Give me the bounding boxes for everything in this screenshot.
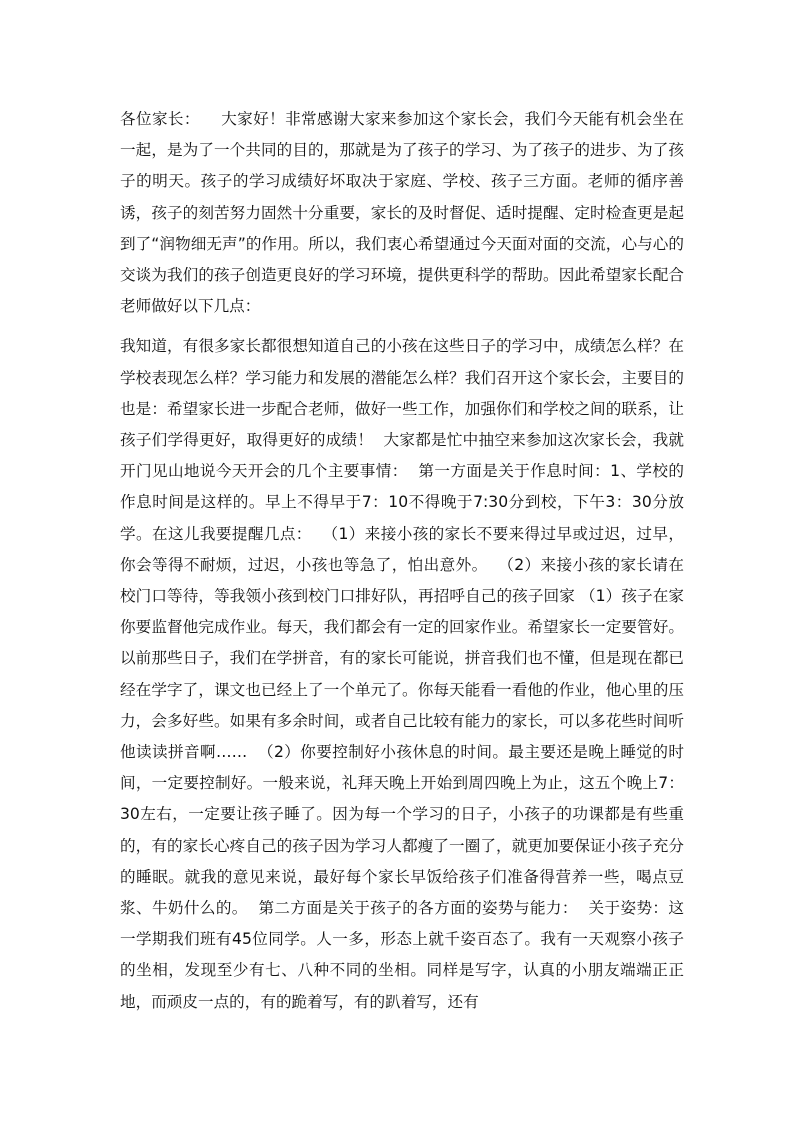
- document-body: [120, 104, 684, 1018]
- paragraph-opening: 各位家长： 大家好！非常感谢大家来参加这个家长会，我们今天能有机会坐在一起，是为了一个共同的目的，那就是为了孩子的学习、为了孩子的进步、为了孩子的明天。孩子的学习成绩好坏取决于家庭、学校、孩子三方面。老师的循序善诱，孩子的刻苦努力固然十分重要，家长的及时督促、适时提醒、定时检查更是起到了“润物细无声”的作用。所以，我们衷心希望通过今天面对面的交流，心与心的交谈为我们的孩子创造更良好的学习环境，提供更科学的帮助。因此希望家长配合老师做好以下几点：: [120, 110, 684, 316]
- paragraph-main: 我知道，有很多家长都很想知道自己的小孩在这些日子的学习中，成绩怎么样？在学校表现怎么样？学习能力和发展的潜能怎么样？我们召开这个家长会，主要目的也是：希望家长进一步配合老师，做好一些工作，加强你们和学校之间的联系，让孩子们学得更好，取得更好的成绩！ 大家都是忙中抽空来参加这次家长会，我就开门见山地说今天开会的几个主要事情： 第一方面是关于作息时间：1、学校的作息时间是这样的。早上不得早于7：10不得晚于7:30分到校，下午3：30分放学。在这儿我要提醒几点： （1）来接小孩的家长不要来得过早或过迟，过早，你会等得不耐烦，过迟，小孩也等急了，怕出意外。 （2）来接小孩的家长请在校门口等待，等我领小孩到校门口排好队，再招呼自己的孩子回家 （1）孩子在家你要监督他完成作业。每天，我们都会有一定的回家作业。希望家长一定要管好。以前那些日子，我们在学拼音，有的家长可能说，拼音我们也不懂，但是现在都已经在学字了，课文也已经上了一个单元了。你每天能看一看他的作业，他心里的压力，会多好些。如果有多余时间，或者自己比较有能力的家长，可以多花些时间听他读读拼音啊…… （2）你要控制好小孩休息的时间。最主要还是晚上睡觉的时间，一定要控制好。一般来说，礼拜天晚上开始到周四晚上为止，这五个晚上7：30左右，一定要让孩子睡了。因为每一个学习的日子，小孩子的功课都是有些重的，有的家长心疼自己的孩子因为学习人都瘦了一圈了，就更加要保证小孩子充分的睡眠。就我的意见来说，最好每个家长早饭给孩子们准备得营养一些，喝点豆浆、牛奶什么的。 第二方面是关于孩子的各方面的姿势与能力： 关于姿势：这一学期我们班有45位同学。人一多，形态上就千姿百态了。我有一天观察小孩子的坐相，发现至少有七、八种不同的坐相。同样是写字，认真的小朋友端端正正地，而顽皮一点的，有的跪着写，有的趴着写，还有: [120, 337, 684, 1011]
